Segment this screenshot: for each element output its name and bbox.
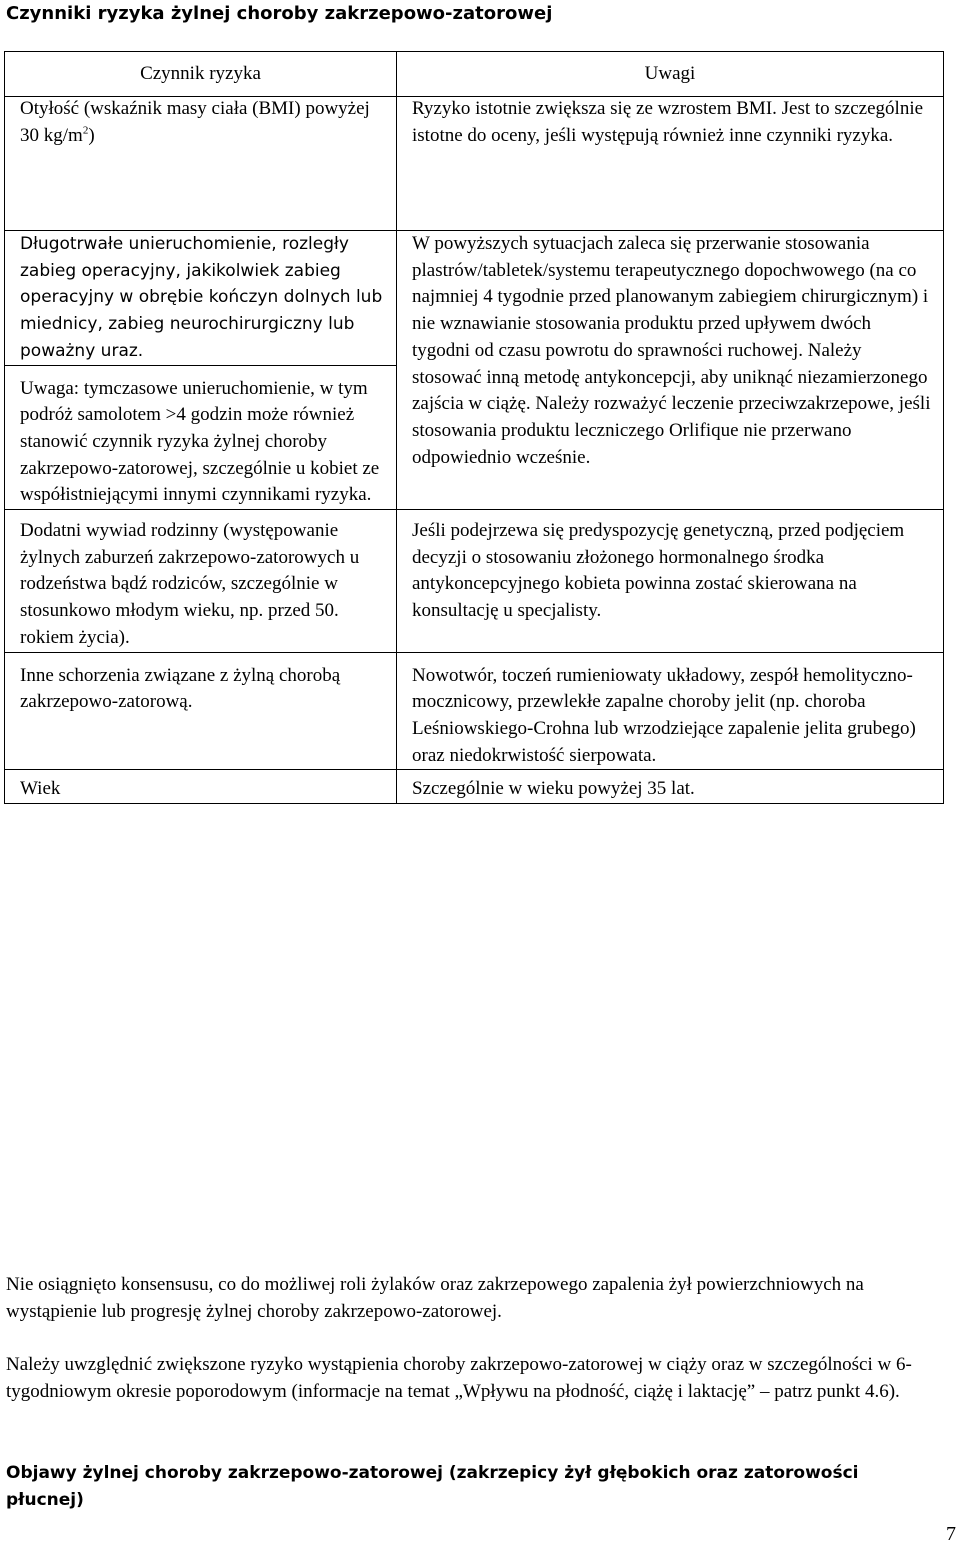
notes-text: Nowotwór, toczeń rumieniowaty układowy, zespół hemolityczno-mocznicowy, przewlekłe zapalne choroby jelit (np. choroba Leśniowskiego-Crohna lub wrzodziejące zapalenie jelita grubego) oraz niedokrwistość sierpowata. bbox=[412, 664, 916, 766]
notes-cell bbox=[397, 97, 944, 231]
notes-cell bbox=[397, 652, 944, 770]
notes-cell bbox=[397, 231, 944, 510]
risk-factor-text: Otyłość (wskaźnik masy ciała (BMI) powyżej 30 $kg/m^2$) bbox=[20, 98, 370, 146]
risk-factor-cell bbox=[5, 231, 397, 366]
notes-text: Szczególnie w wieku powyżej 35 lat. bbox=[412, 778, 695, 800]
risk-factors-table bbox=[4, 51, 944, 804]
notes-cell bbox=[397, 770, 944, 804]
risk-factor-text: Dodatni wywiad rodzinny (występowanie żylnych zaburzeń zakrzepowo-zatorowych u rodzeństwa bądź rodziców, szczególnie w stosunkowo młodym wieku, np. przed 50. rokiem życia). bbox=[20, 520, 360, 648]
symptoms-heading: Objawy żylnej choroby zakrzepowo-zatorowej (zakrzepicy żył głębokich oraz zatorowości płucnej) bbox=[6, 1463, 859, 1510]
risk-factor-cell bbox=[5, 510, 397, 653]
risk-factor-cell bbox=[5, 652, 397, 770]
risk-factor-text: Długotrwałe unieruchomienie, rozległy zabieg operacyjny, jakikolwiek zabieg operacyjny w obrębie kończyn dolnych lub miednicy, zabieg neurochirurgiczny lub poważny uraz. bbox=[20, 234, 383, 361]
header-notes: Uwagi bbox=[397, 52, 944, 97]
varicose-veins-paragraph: Nie osiągnięto konsensusu, co do możliwej roli żylaków oraz zakrzepowego zapalenia żył powierzchniowych na wystąpienie lub progresję żylnej choroby zakrzepowo-zatorowej. bbox=[6, 1274, 864, 1322]
table-row bbox=[5, 652, 944, 770]
pregnancy-paragraph: Należy uwzględnić zwiększone ryzyko wystąpienia choroby zakrzepowo-zatorowej w ciąży oraz w szczególności w 6-tygodniowym okresie poporodowym (informacje na temat „Wpływu na płodność, ciążę i laktację” – patrz punkt 4.6). bbox=[6, 1354, 912, 1402]
table-row bbox=[5, 231, 944, 366]
notes-cell bbox=[397, 510, 944, 653]
risk-factor-cell bbox=[5, 97, 397, 231]
risk-factor-cell bbox=[5, 365, 397, 510]
risk-factor-cell bbox=[5, 770, 397, 804]
header-risk-factor: Czynnik ryzyka bbox=[5, 52, 397, 97]
notes-text: Jeśli podejrzewa się predyspozycję genetyczną, przed podjęciem decyzji o stosowaniu złożonego hormonalnego środka antykoncepcyjnego kobieta powinna zostać skierowana na konsultację u specjalisty. bbox=[412, 520, 905, 622]
section-title: Czynniki ryzyka żylnej choroby zakrzepowo-zatorowej bbox=[6, 3, 553, 24]
risk-factor-text: Uwaga: tymczasowe unieruchomienie, w tym podróż samolotem >4 godzin może również stanowić czynnik ryzyka żylnej choroby zakrzepowo-zatorowej, szczególnie u kobiet ze współistniejącymi innymi czynnikami ryzyka. bbox=[20, 377, 380, 506]
notes-text: W powyższych sytuacjach zaleca się przerwanie stosowania plastrów/tabletek/systemu terapeutycznego dopochwowego (na co najmniej 4 tygodnie przed planowanym zabiegiem chirurgicznym) i nie wznawianie stosowania produktu przed upływem dwóch tygodni od czasu powrotu do sprawności ruchowej. Należy stosować inną metodę antykoncepcji, aby uniknąć niezamierzonego zajścia w ciążę. Należy rozważyć leczenie przeciwzakrzepowe, jeśli stosowania produktu leczniczego Orlifique nie przerwano odpowiednio wcześnie. bbox=[412, 233, 931, 468]
table-header-row bbox=[5, 52, 944, 97]
table-row bbox=[5, 770, 944, 804]
notes-text: Ryzyko istotnie zwiększa się ze wzrostem BMI. Jest to szczególnie istotne do oceny, jeśli występują również inne czynniki ryzyka. bbox=[412, 98, 924, 146]
table-row bbox=[5, 97, 944, 231]
risk-factor-text: Wiek bbox=[20, 778, 61, 800]
table-row bbox=[5, 510, 944, 653]
risk-factor-text: Inne schorzenia związane z żylną chorobą zakrzepowo-zatorową. bbox=[20, 664, 341, 713]
page-number: 7 bbox=[946, 1523, 956, 1545]
